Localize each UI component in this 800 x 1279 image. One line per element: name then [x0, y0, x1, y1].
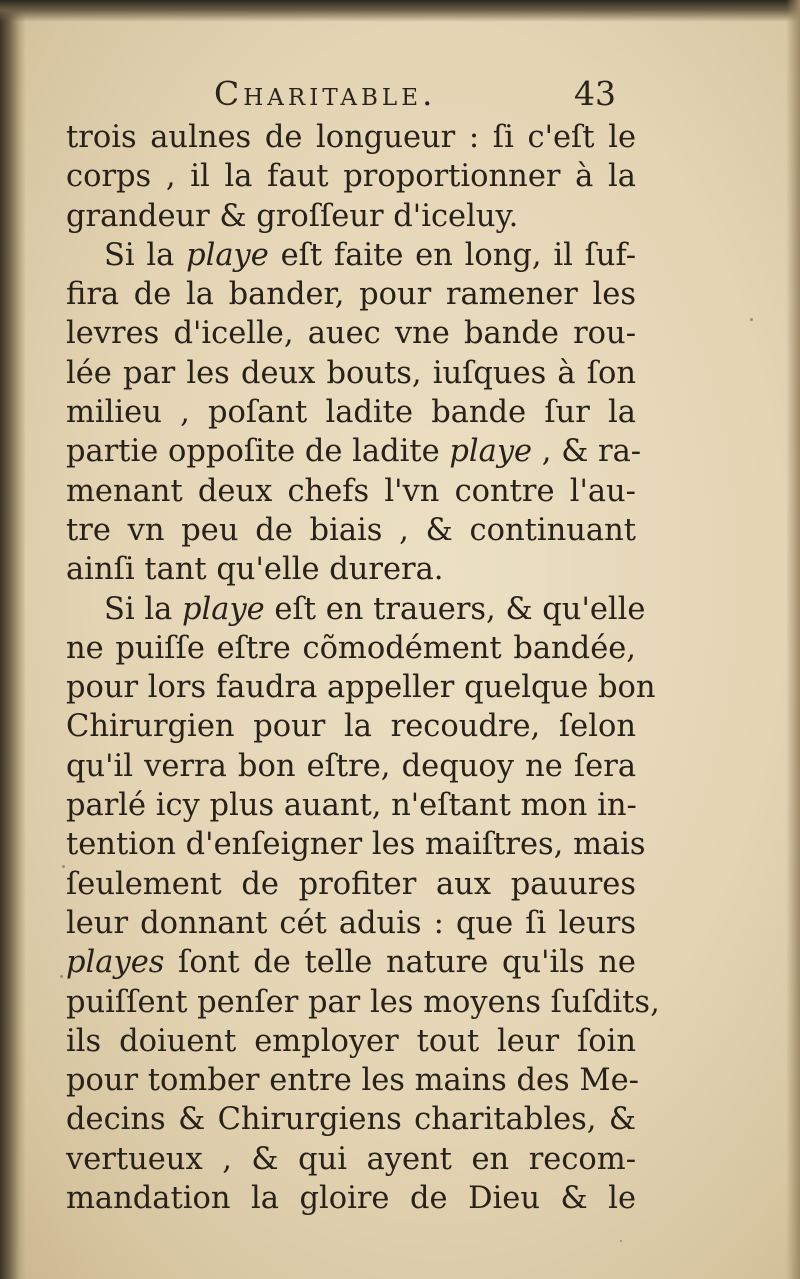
book-binding	[0, 0, 26, 1279]
running-title: Charitable.	[214, 74, 437, 113]
text-line: mandation la gloire de Dieu & le	[66, 1181, 636, 1217]
text-line: lée par les deux bouts, iuſques à ſon	[66, 355, 636, 391]
italic-word: playe	[449, 434, 533, 470]
page-number: 43	[574, 74, 616, 113]
text-line: decins & Chirurgiens charitables, &	[66, 1102, 636, 1138]
paper-speck	[620, 1240, 622, 1242]
italic-word: playe	[181, 591, 265, 627]
text-line: ainſi tant qu'elle durera.	[66, 552, 444, 588]
italic-word: playe	[186, 237, 269, 273]
text-line: corps , il la faut proportionner à la	[66, 159, 636, 195]
text-line: pour tomber entre les mains des Me-	[66, 1063, 639, 1099]
text-line: menant deux chefs l'vn contre l'au-	[66, 473, 636, 509]
paragraph-start-line: Si la playe eſt en trauers, & qu'elle	[104, 591, 646, 627]
text-line: levres d'icelle, auec vne bande rou-	[66, 316, 636, 352]
text-line: fira de la bander, pour ramener les	[66, 277, 636, 313]
text-line: tre vn peu de biais , & continuant	[66, 512, 636, 548]
paper-speck	[62, 865, 65, 868]
text-line: grandeur & groſſeur d'iceluy.	[66, 198, 519, 234]
text-line: qu'il verra bon eſtre, dequoy ne ſera	[66, 748, 636, 784]
text-line: trois aulnes de longueur : ſi c'eſt le	[66, 120, 636, 155]
text-line: leur donnant cét aduis : que ſi leurs	[66, 905, 636, 941]
text-line: pour lors faudra appeller quelque bon	[66, 670, 656, 706]
running-head	[0, 74, 800, 124]
text-line: puiſſent penſer par les moyens ſuſdits,	[66, 984, 660, 1020]
text-line: playes ſont de telle nature qu'ils ne	[66, 945, 636, 981]
italic-word: playes	[66, 945, 165, 981]
top-page-shadow	[0, 0, 800, 22]
text-line: partie oppoſite de ladite playe , & ra-	[66, 434, 642, 470]
text-line: ils doiuent employer tout leur ſoin	[66, 1023, 636, 1059]
page-edge	[786, 0, 800, 1279]
paper-speck	[750, 318, 753, 321]
paper-speck	[60, 975, 63, 978]
text-line: vertueux , & qui ayent en recom-	[66, 1141, 636, 1177]
text-line: tention d'enſeigner les maiſtres, mais	[66, 827, 646, 863]
body-text	[66, 118, 660, 1218]
text-line: Chirurgien pour la recoudre, ſelon	[66, 709, 636, 745]
paragraph-start-line: Si la playe eſt faite en long, il ſuf-	[104, 237, 637, 273]
text-line: milieu , poſant ladite bande ſur la	[66, 395, 636, 431]
text-line: ne puiſſe eſtre cõmodément bandée,	[66, 630, 636, 666]
text-line: parlé icy plus auant, n'eſtant mon in-	[66, 788, 637, 824]
text-line: ſeulement de profiter aux pauures	[66, 866, 636, 902]
